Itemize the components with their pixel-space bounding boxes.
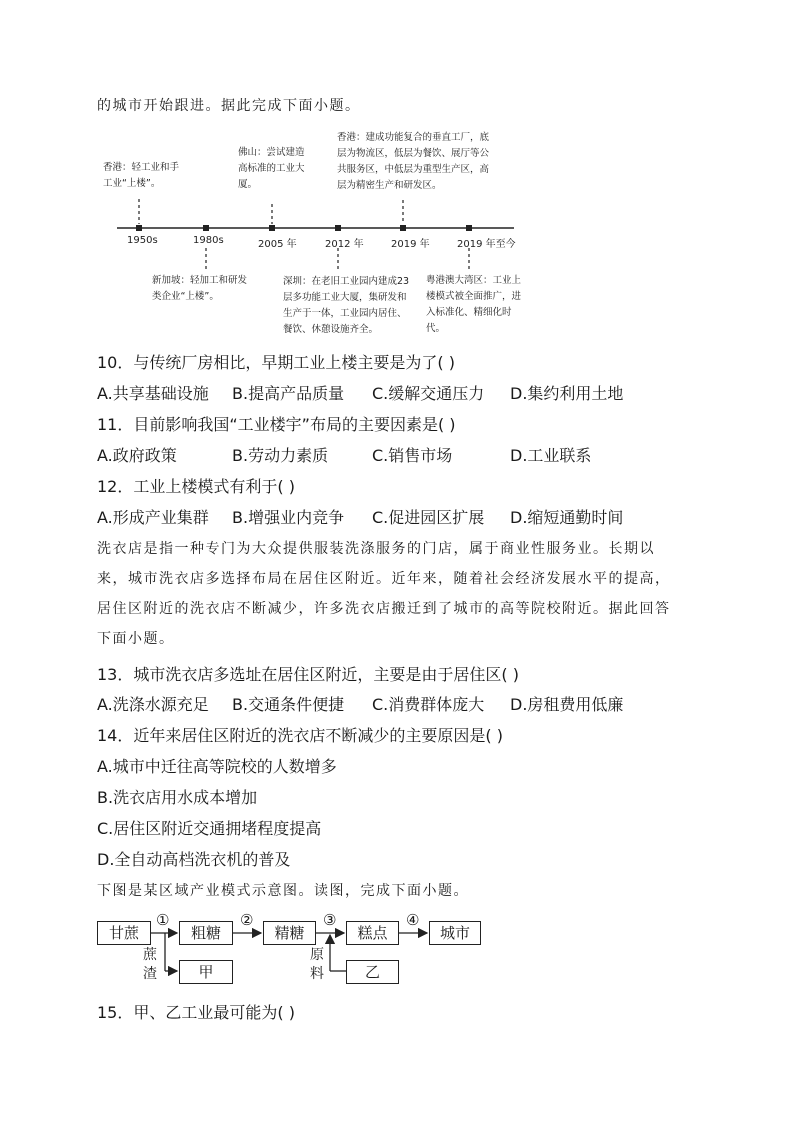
hongkong-2019-note: 香港：建成功能复合的垂直工厂，底层为物流区，低层为餐饮、展厅等公共服务区，中低层为重型生产区，高层为精密生产和研发区。 xyxy=(337,132,490,191)
q10-option-b[interactable]: B.提高产品质量 xyxy=(232,384,345,403)
passage-line: 来，城市洗衣店多选择布局在居住区附近。近年来，随着社会经济发展水平的提高， xyxy=(97,571,671,587)
passage-line: 居住区附近的洗衣店不断减少，许多洗衣店搬迁到了城市的高等院校附近。据此回答 xyxy=(97,601,671,617)
q14-option-b[interactable]: B.洗衣店用水成本增加 xyxy=(97,788,258,807)
q10-option-a[interactable]: A.共享基础设施 xyxy=(97,384,209,403)
question-15-stem: 15．甲、乙工业最可能为( ) xyxy=(97,1003,295,1022)
year-label: 2012 年 xyxy=(325,239,364,250)
hongkong-1950s-note: 香港：轻工业和手工业“上楼”。 xyxy=(103,162,180,189)
q10-option-d[interactable]: D.集约利用土地 xyxy=(510,384,624,403)
passage-line: 下面小题。 xyxy=(97,631,175,647)
q14-option-d[interactable]: D.全自动高档洗衣机的普及 xyxy=(97,850,291,869)
node-sugarcane: 甘蔗 xyxy=(97,921,151,945)
node-pastry: 糕点 xyxy=(346,921,399,945)
q13-option-d[interactable]: D.房租费用低廉 xyxy=(510,695,624,714)
bagasse-label-2: 渣 xyxy=(143,966,157,982)
question-12-stem: 12．工业上楼模式有利于( ) xyxy=(97,477,295,496)
passage-line: 洗衣店是指一种专门为大众提供服装洗涤服务的门店，属于商业性服务业。长期以 xyxy=(97,541,655,557)
material-label-1: 原 xyxy=(310,947,324,963)
q13-option-c[interactable]: C.消费群体庞大 xyxy=(372,695,485,714)
question-10-stem: 10．与传统厂房相比，早期工业上楼主要是为了( ) xyxy=(97,353,455,372)
shenzhen-2012-note: 深圳：在老旧工业园内建成23层多功能工业大厦，集研发和生产于一体，工业园内居住、餐饮、休憩设施齐全。 xyxy=(283,276,410,335)
year-label: 1980s xyxy=(193,235,224,246)
q14-option-a[interactable]: A.城市中迁往高等院校的人数增多 xyxy=(97,757,337,776)
node-yi: 乙 xyxy=(346,960,399,984)
q12-option-d[interactable]: D.缩短通勤时间 xyxy=(510,508,624,527)
q13-option-a[interactable]: A.洗涤水源充足 xyxy=(97,695,209,714)
node-city: 城市 xyxy=(429,921,481,945)
q12-option-b[interactable]: B.增强业内竞争 xyxy=(232,508,345,527)
node-jia: 甲 xyxy=(179,960,233,984)
year-label: 2005 年 xyxy=(258,239,297,250)
foshan-2005-note: 佛山：尝试建造高标准的工业大厦。 xyxy=(238,147,305,190)
step-2-marker: ② xyxy=(240,911,254,929)
step-1-marker: ① xyxy=(156,911,170,929)
q10-option-c[interactable]: C.缓解交通压力 xyxy=(372,384,485,403)
step-3-marker: ③ xyxy=(323,911,337,929)
q12-option-a[interactable]: A.形成产业集群 xyxy=(97,508,209,527)
year-label: 2019 年 xyxy=(391,239,430,250)
material-label-2: 料 xyxy=(310,966,324,982)
q13-option-b[interactable]: B.交通条件便捷 xyxy=(232,695,345,714)
gba-2019-note: 粤港澳大湾区：工业上楼模式被全面推广，进入标准化、精细化时代。 xyxy=(426,275,522,334)
singapore-1980s-note: 新加坡：轻加工和研发类企业“上楼”。 xyxy=(152,275,248,302)
year-label: 2019 年至今 xyxy=(457,239,516,250)
q11-option-a[interactable]: A.政府政策 xyxy=(97,446,177,465)
step-4-marker: ④ xyxy=(406,911,420,929)
question-14-stem: 14．近年来居住区附近的洗衣店不断减少的主要原因是( ) xyxy=(97,726,503,745)
question-13-stem: 13．城市洗衣店多选址在居住区附近，主要是由于居住区( ) xyxy=(97,665,519,684)
intro-diagram-3: 下图是某区域产业模式示意图。读图，完成下面小题。 xyxy=(97,883,469,899)
q11-option-b[interactable]: B.劳动力素质 xyxy=(232,446,329,465)
q11-option-c[interactable]: C.销售市场 xyxy=(372,446,453,465)
q14-option-c[interactable]: C.居住区附近交通拥堵程度提高 xyxy=(97,819,322,838)
node-raw-sugar: 粗糖 xyxy=(179,921,233,945)
question-11-stem: 11．目前影响我国“工业楼宇”布局的主要因素是( ) xyxy=(97,415,456,434)
year-label: 1950s xyxy=(127,235,158,246)
q11-option-d[interactable]: D.工业联系 xyxy=(510,446,592,465)
node-refined-sugar: 精糖 xyxy=(263,921,316,945)
q12-option-c[interactable]: C.促进园区扩展 xyxy=(372,508,485,527)
intro-line: 的城市开始跟进。据此完成下面小题。 xyxy=(97,98,361,114)
bagasse-label-1: 蔗 xyxy=(143,947,157,963)
